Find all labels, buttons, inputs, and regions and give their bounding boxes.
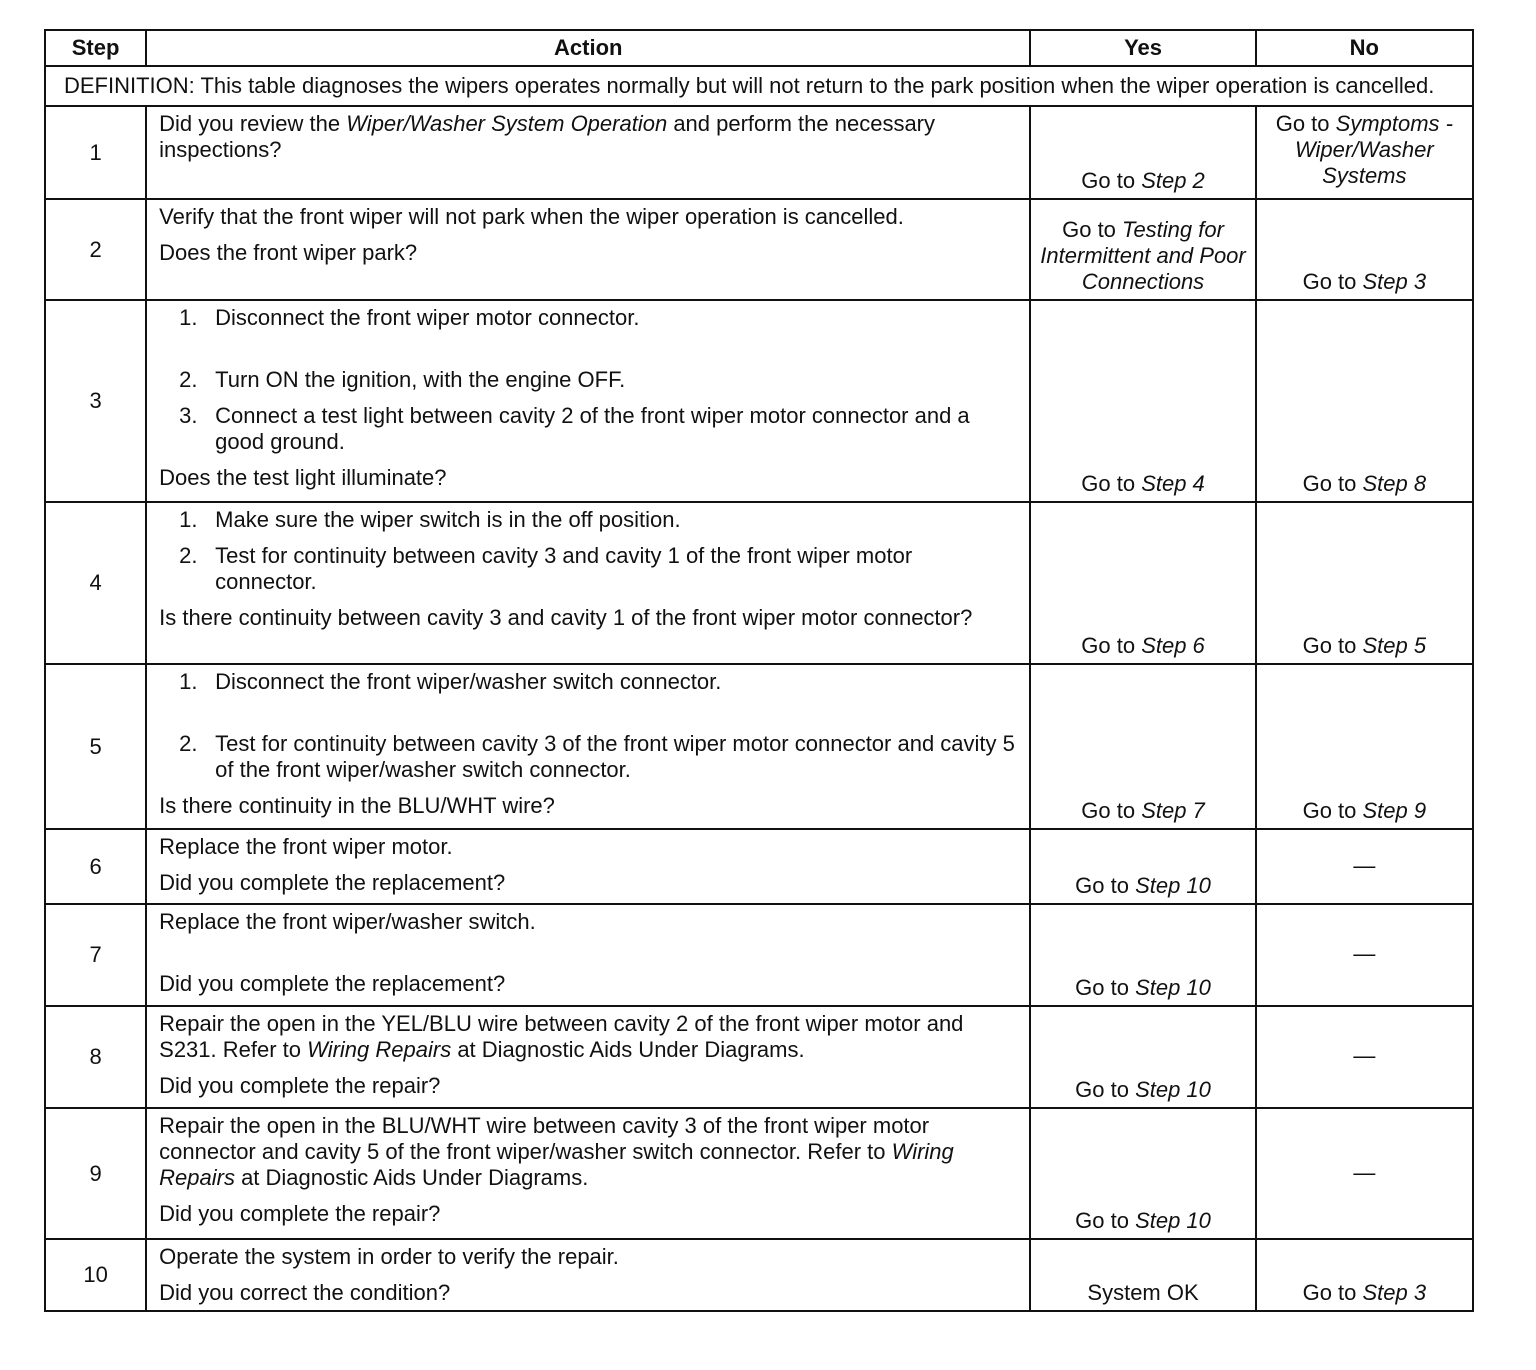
step-number: 2 [45, 199, 146, 300]
table-row [45, 1108, 1473, 1239]
yes-result: Go to Step 7 [1030, 664, 1255, 829]
yes-result: Go to Testing for Intermittent and Poor Connections [1030, 199, 1255, 300]
step-action [146, 829, 1030, 904]
action-item: 2. Test for continuity between cavity 3 of the front wiper motor connector and cavity 5 of the front wiper/washer switch connector. [179, 731, 1015, 782]
table-row [45, 1006, 1473, 1108]
step-action [146, 1108, 1030, 1239]
header-no: No [1256, 30, 1473, 66]
no-result: — [1256, 829, 1473, 904]
table-row [45, 904, 1473, 1006]
yes-result: Go to Step 4 [1030, 300, 1255, 502]
no-result: — [1256, 904, 1473, 1006]
action-question: Did you complete the replacement? [159, 971, 506, 996]
step-number: 9 [45, 1108, 146, 1239]
step-action [146, 1239, 1030, 1311]
action-item: 1. Disconnect the front wiper motor connector. [179, 305, 640, 330]
header-action: Action [146, 30, 1030, 66]
no-result: Go to Step 8 [1256, 300, 1473, 502]
step-action: Did you review the Wiper/Washer System Operation and perform the necessary inspections? [146, 106, 1030, 199]
step-action [146, 904, 1030, 1006]
step-action [146, 300, 1030, 502]
yes-result: Go to Step 10 [1030, 1006, 1255, 1108]
step-number: 6 [45, 829, 146, 904]
action-item: 1. Disconnect the front wiper/washer switch connector. [179, 669, 722, 694]
no-result: Go to Step 5 [1256, 502, 1473, 664]
action-question: Did you complete the replacement? [159, 870, 506, 895]
table-row [45, 1239, 1473, 1311]
step-number: 5 [45, 664, 146, 829]
no-result: Go to Symptoms - Wiper/Washer Systems [1256, 106, 1473, 199]
step-action [146, 199, 1030, 300]
yes-result: Go to Step 10 [1030, 829, 1255, 904]
action-question: Did you correct the condition? [159, 1280, 451, 1305]
yes-result: Go to Step 10 [1030, 904, 1255, 1006]
action-text: Operate the system in order to verify the repair. [159, 1244, 619, 1269]
action-text: Repair the open in the BLU/WHT wire between cavity 3 of the front wiper motor connector and cavity 5 of the front wiper/washer switch connector. Refer to Wiring Repairs at Diagnostic Aids Under Diagrams. [159, 1113, 954, 1190]
step-number: 7 [45, 904, 146, 1006]
action-question: Did you complete the repair? [159, 1073, 441, 1098]
step-action [146, 664, 1030, 829]
step-number: 8 [45, 1006, 146, 1108]
action-question: Did you complete the repair? [159, 1201, 441, 1226]
definition-text: DEFINITION: This table diagnoses the wipers operates normally but will not return to the park position when the wiper operation is cancelled. [45, 66, 1473, 106]
table-row [45, 300, 1473, 502]
no-result: Go to Step 3 [1256, 199, 1473, 300]
action-text: Repair the open in the YEL/BLU wire between cavity 2 of the front wiper motor and S231. Refer to Wiring Repairs at Diagnostic Aids Under Diagrams. [159, 1011, 964, 1062]
yes-result: Go to Step 6 [1030, 502, 1255, 664]
action-question: Is there continuity in the BLU/WHT wire? [159, 793, 555, 818]
definition-row [45, 66, 1473, 106]
header-step: Step [45, 30, 146, 66]
action-question: Is there continuity between cavity 3 and cavity 1 of the front wiper motor connector? [159, 605, 973, 630]
action-text: Verify that the front wiper will not park when the wiper operation is cancelled. [159, 204, 904, 229]
table-row [45, 829, 1473, 904]
step-action [146, 1006, 1030, 1108]
yes-result: System OK [1030, 1239, 1255, 1311]
yes-result: Go to Step 10 [1030, 1108, 1255, 1239]
no-result: Go to Step 3 [1256, 1239, 1473, 1311]
header-row [45, 30, 1473, 66]
table-row [45, 106, 1473, 199]
step-number: 10 [45, 1239, 146, 1311]
action-item: 2. Test for continuity between cavity 3 and cavity 1 of the front wiper motor connector. [179, 543, 913, 594]
step-number: 3 [45, 300, 146, 502]
table-row [45, 502, 1473, 664]
action-text: Replace the front wiper motor. [159, 834, 453, 859]
action-question: Does the test light illuminate? [159, 465, 447, 490]
no-result: — [1256, 1006, 1473, 1108]
table-row [45, 199, 1473, 300]
step-number: 1 [45, 106, 146, 199]
diagnostic-table [44, 29, 1474, 1312]
no-result: — [1256, 1108, 1473, 1239]
step-number: 4 [45, 502, 146, 664]
yes-result: Go to Step 2 [1030, 106, 1255, 199]
no-result: Go to Step 9 [1256, 664, 1473, 829]
header-yes: Yes [1030, 30, 1255, 66]
action-item: 3. Connect a test light between cavity 2 of the front wiper motor connector and a good ground. [179, 403, 970, 454]
action-question: Does the front wiper park? [159, 240, 418, 265]
action-text: Replace the front wiper/washer switch. [159, 909, 536, 934]
action-item: 2. Turn ON the ignition, with the engine OFF. [179, 367, 626, 392]
action-item: 1. Make sure the wiper switch is in the off position. [179, 507, 681, 532]
table-row [45, 664, 1473, 829]
step-action [146, 502, 1030, 664]
